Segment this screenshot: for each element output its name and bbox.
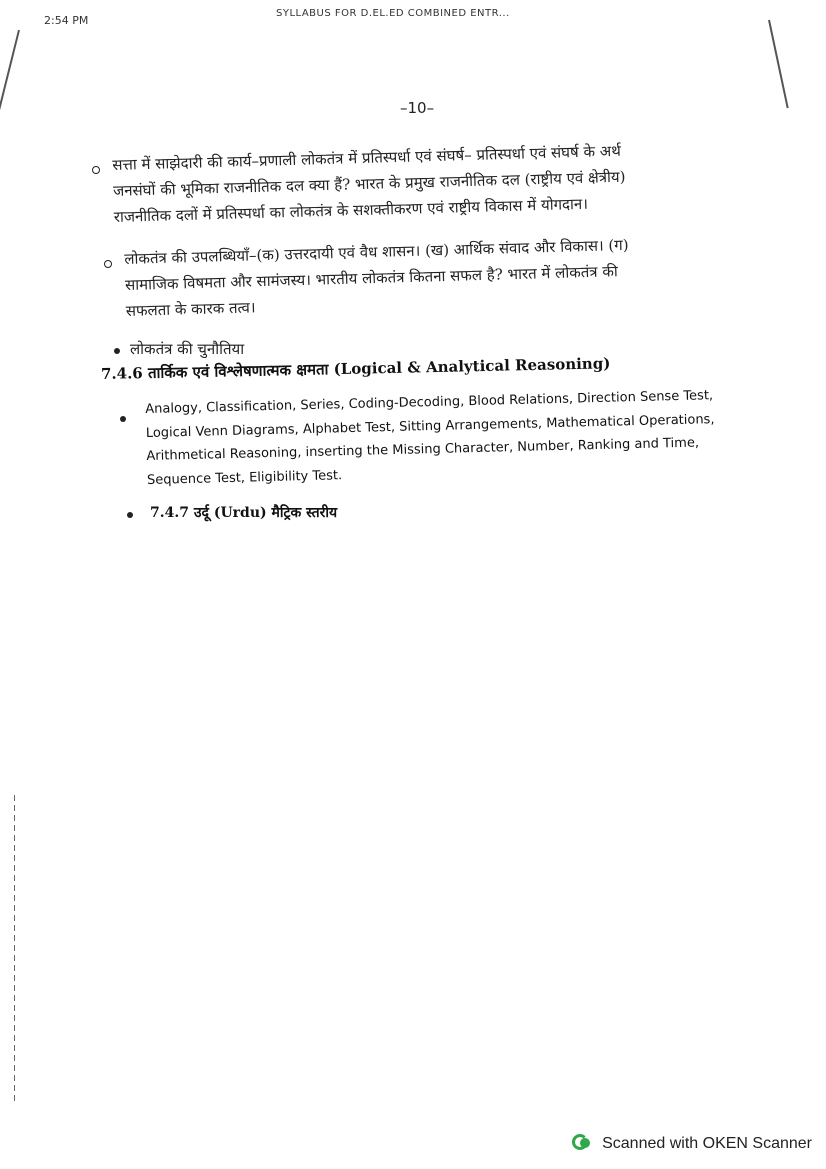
paragraph-line: सफलता के कारक तत्व। — [125, 298, 256, 320]
bullet-icon — [127, 512, 133, 518]
paragraph-democracy-achievements — [124, 232, 630, 324]
scan-time: 2:54 PM — [44, 14, 89, 27]
bullet-icon — [104, 260, 112, 268]
paragraph-line: जनसंघों की भूमिका राजनीतिक दल क्या हैं? भारत के प्रमुख राजनीतिक दल (राष्ट्रीय एवं क्षेत्रीय) — [112, 167, 626, 200]
scan-edge-line-left — [14, 795, 15, 1105]
reasoning-line: Arithmetical Reasoning, inserting the Missing Character, Number, Ranking and Time, — [146, 435, 700, 464]
scanner-watermark-text: Scanned with OKEN Scanner — [602, 1135, 812, 1152]
scanner-watermark — [572, 1133, 812, 1155]
reasoning-line: Sequence Test, Eligibility Test. — [146, 467, 343, 488]
syllabus-header: SYLLABUS FOR D.EL.ED COMBINED ENTR... — [276, 8, 510, 19]
reasoning-line: Logical Venn Diagrams, Alphabet Test, Sitting Arrangements, Mathematical Operations, — [145, 411, 715, 441]
bullet-icon — [114, 348, 120, 354]
paragraph-line: सत्ता में साझेदारी की कार्य–प्रणाली लोकतंत्र में प्रतिस्पर्धा एवं संघर्ष– प्रतिस्पर्धा एवं संघर्ष के अर्थ — [112, 141, 622, 174]
bullet-icon — [92, 166, 100, 174]
paragraph-line: लोकतंत्र की उपलब्धियाँ–(क) उत्तरदायी एवं वैध शासन। (ख) आर्थिक संवाद और विकास। (ग) — [124, 235, 629, 268]
paragraph-line: लोकतंत्र की चुनौतिया — [130, 340, 245, 358]
reasoning-topics — [145, 384, 716, 492]
paragraph-line: राजनीतिक दलों में प्रतिस्पर्धा का लोकतंत्र के सशक्तीकरण एवं राष्ट्रीय विकास में योगदान। — [113, 194, 589, 226]
reasoning-line: Analogy, Classification, Series, Coding-Decoding, Blood Relations, Direction Sense Test, — [145, 388, 714, 417]
subsection-heading: 7.4.7 उर्दू (Urdu) मैट्रिक स्तरीय — [150, 505, 338, 521]
oken-logo-icon — [572, 1133, 594, 1155]
page-number: –10– — [400, 99, 435, 117]
paragraph-power-sharing — [112, 138, 627, 230]
scan-edge-line-top-right — [768, 20, 789, 108]
bullet-icon — [120, 416, 126, 422]
scan-edge-line-top-left — [0, 30, 19, 147]
paragraph-democracy-challenges — [130, 336, 244, 362]
section-heading: 7.4.6 तार्किक एवं विश्लेषणात्मक क्षमता (Logical & Analytical Reasoning) — [100, 354, 611, 383]
paragraph-line: सामाजिक विषमता और सामंजस्य। भारतीय लोकतंत्र कितना सफल है? भारत में लोकतंत्र की — [124, 262, 618, 294]
